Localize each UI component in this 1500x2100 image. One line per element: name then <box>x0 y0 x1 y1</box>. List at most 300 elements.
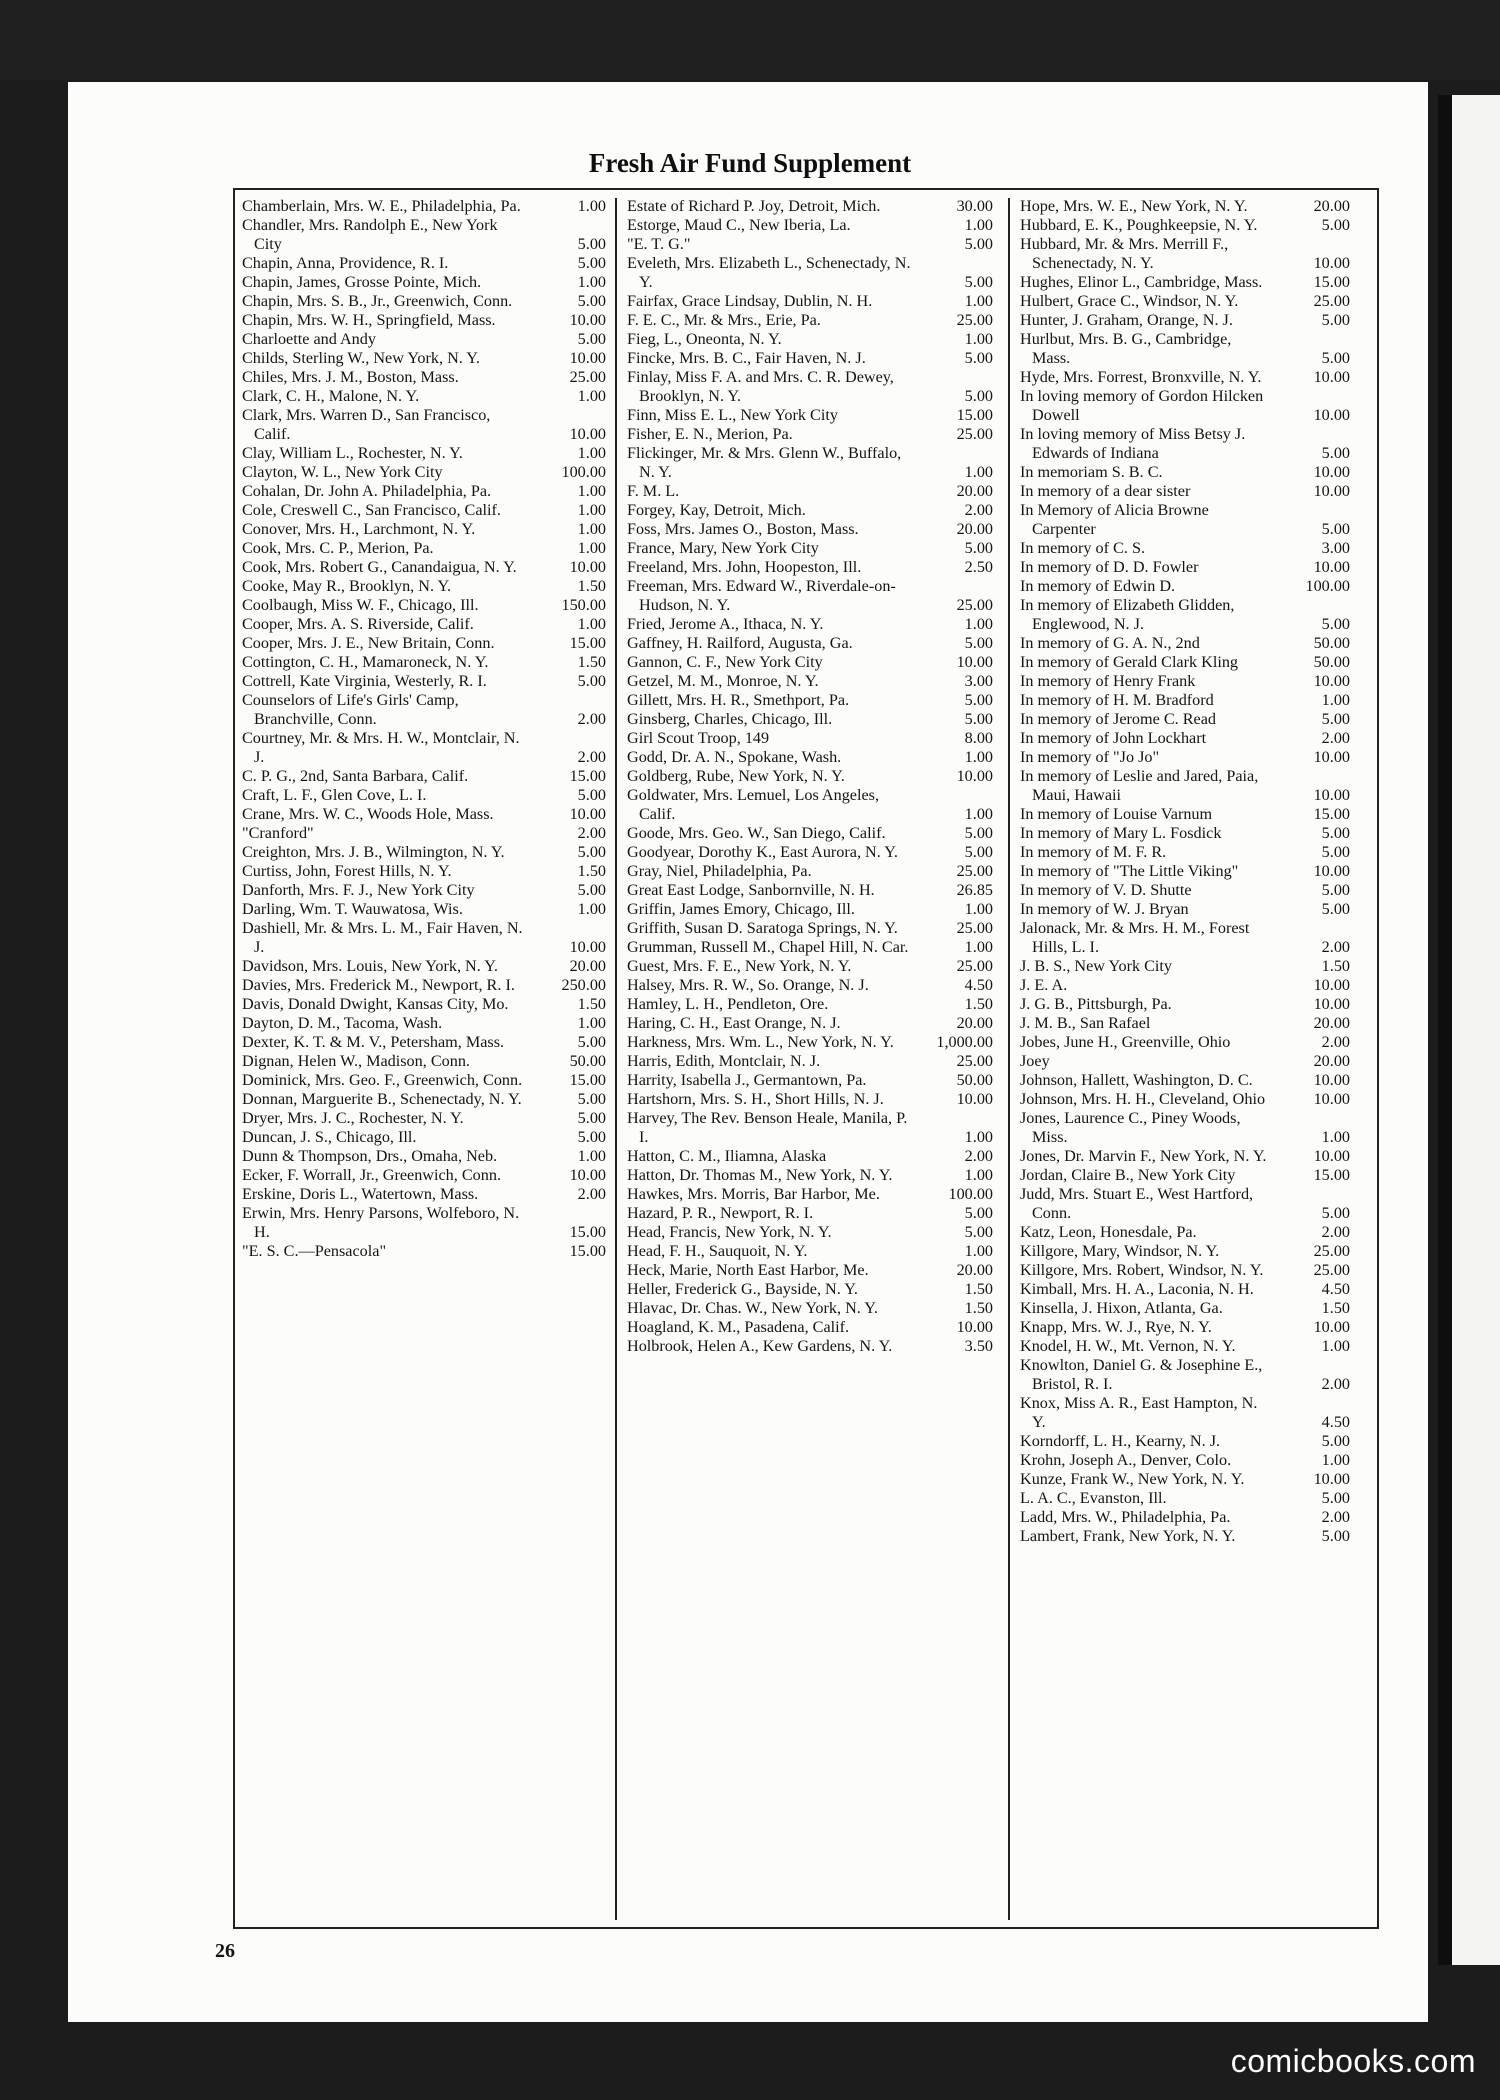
donation-amount: 20.00 <box>1313 1014 1350 1032</box>
donation-amount: 5.00 <box>577 672 606 690</box>
donor-name: In memory of Elizabeth Glidden, Englewood, N. J. <box>1020 596 1235 633</box>
donor-name: Chamberlain, Mrs. W. E., Philadelphia, Pa. <box>242 197 521 215</box>
donation-amount: 2.50 <box>964 558 993 576</box>
donor-entry <box>627 1071 995 1090</box>
donor-name: Gannon, C. F., New York City <box>627 653 823 671</box>
donor-name: Knapp, Mrs. W. J., Rye, N. Y. <box>1020 1318 1212 1336</box>
donor-name: Dashiell, Mr. & Mrs. L. M., Fair Haven, N. J. <box>242 919 523 956</box>
donor-name: Knox, Miss A. R., East Hampton, N. Y. <box>1020 1394 1258 1431</box>
donor-name: Killgore, Mary, Windsor, N. Y. <box>1020 1242 1220 1260</box>
donor-entry <box>627 1147 995 1166</box>
donor-entry <box>242 634 608 653</box>
donor-entry <box>242 444 608 463</box>
donor-name: Hyde, Mrs. Forrest, Bronxville, N. Y. <box>1020 368 1262 386</box>
donation-amount: 3.00 <box>964 672 993 690</box>
donor-name: Godd, Dr. A. N., Spokane, Wash. <box>627 748 842 766</box>
donor-name: In loving memory of Gordon Hilcken Dowell <box>1020 387 1264 424</box>
donor-entry <box>242 729 608 767</box>
donor-entry <box>242 1071 608 1090</box>
donation-amount: 10.00 <box>569 805 606 823</box>
donor-name: Cooke, May R., Brooklyn, N. Y. <box>242 577 452 595</box>
donation-amount: 150.00 <box>561 596 606 614</box>
donor-name: Forgey, Kay, Detroit, Mich. <box>627 501 806 519</box>
donation-amount: 1.00 <box>577 520 606 538</box>
donor-entry <box>242 596 608 615</box>
donation-amount: 1.50 <box>577 577 606 595</box>
donation-amount: 5.00 <box>577 1109 606 1127</box>
donor-name: Hatton, Dr. Thomas M., New York, N. Y. <box>627 1166 893 1184</box>
donor-entry <box>1020 197 1352 216</box>
donation-amount: 1.50 <box>1321 957 1350 975</box>
donor-entry <box>1020 273 1352 292</box>
donor-name: Ecker, F. Worrall, Jr., Greenwich, Conn. <box>242 1166 501 1184</box>
donation-amount: 5.00 <box>577 843 606 861</box>
donation-amount: 15.00 <box>1313 805 1350 823</box>
donor-entry <box>1020 558 1352 577</box>
page-number: 26 <box>215 1940 235 1962</box>
donation-amount: 1.00 <box>964 463 993 481</box>
donation-amount: 15.00 <box>1313 1166 1350 1184</box>
donation-amount: 2.00 <box>1321 729 1350 747</box>
donor-name: Chapin, Mrs. W. H., Springfield, Mass. <box>242 311 496 329</box>
donation-amount: 1.00 <box>964 900 993 918</box>
donor-entry <box>627 748 995 767</box>
donor-entry <box>627 1223 995 1242</box>
donor-entry <box>1020 957 1352 976</box>
donation-amount: 15.00 <box>1313 273 1350 291</box>
donor-name: Dexter, K. T. & M. V., Petersham, Mass. <box>242 1033 505 1051</box>
donor-entry <box>242 995 608 1014</box>
donor-name: In loving memory of Miss Betsy J. Edwards of Indiana <box>1020 425 1246 462</box>
donation-amount: 25.00 <box>956 425 993 443</box>
donor-name: Cook, Mrs. Robert G., Canandaigua, N. Y. <box>242 558 517 576</box>
donation-amount: 25.00 <box>1313 1242 1350 1260</box>
donor-name: Ladd, Mrs. W., Philadelphia, Pa. <box>1020 1508 1231 1526</box>
donor-name: F. E. C., Mr. & Mrs., Erie, Pa. <box>627 311 821 329</box>
donation-amount: 1.00 <box>577 1147 606 1165</box>
donation-amount: 5.00 <box>577 254 606 272</box>
donation-amount: 10.00 <box>1313 1090 1350 1108</box>
donation-amount: 100.00 <box>1305 577 1350 595</box>
donation-amount: 1.00 <box>577 900 606 918</box>
donor-entry <box>627 786 995 824</box>
donation-amount: 10.00 <box>1313 1470 1350 1488</box>
donation-amount: 5.00 <box>964 273 993 291</box>
donor-entry <box>1020 1090 1352 1109</box>
donor-entry <box>627 1185 995 1204</box>
donation-amount: 100.00 <box>948 1185 993 1203</box>
donor-name: Fried, Jerome A., Ithaca, N. Y. <box>627 615 824 633</box>
donor-name: Hughes, Elinor L., Cambridge, Mass. <box>1020 273 1263 291</box>
donor-entry <box>627 1337 995 1356</box>
donor-entry <box>242 387 608 406</box>
donor-name: Getzel, M. M., Monroe, N. Y. <box>627 672 819 690</box>
donor-entry <box>1020 1071 1352 1090</box>
donation-amount: 100.00 <box>561 463 606 481</box>
donor-entry <box>242 672 608 691</box>
donor-entry <box>1020 710 1352 729</box>
donor-name: Johnson, Hallett, Washington, D. C. <box>1020 1071 1253 1089</box>
donor-column-2 <box>627 197 995 1919</box>
donor-name: Goldwater, Mrs. Lemuel, Los Angeles, Calif. <box>627 786 880 823</box>
donor-name: Korndorff, L. H., Kearny, N. J. <box>1020 1432 1221 1450</box>
donation-amount: 1.50 <box>964 1299 993 1317</box>
donation-amount: 5.00 <box>1321 1489 1350 1507</box>
donor-entry <box>242 1033 608 1052</box>
donor-name: Hubbard, E. K., Poughkeepsie, N. Y. <box>1020 216 1258 234</box>
donor-entry <box>1020 292 1352 311</box>
donor-entry <box>627 577 995 615</box>
donation-amount: 10.00 <box>1313 463 1350 481</box>
donor-entry <box>1020 1337 1352 1356</box>
donation-amount: 5.00 <box>1321 1527 1350 1545</box>
donation-amount: 2.00 <box>577 824 606 842</box>
donation-amount: 1.00 <box>964 1242 993 1260</box>
donor-entry <box>1020 1052 1352 1071</box>
donation-amount: 5.00 <box>1321 349 1350 367</box>
donor-name: Finlay, Miss F. A. and Mrs. C. R. Dewey, Brooklyn, N. Y. <box>627 368 894 405</box>
column-divider <box>1008 198 1010 1920</box>
donor-name: Davies, Mrs. Frederick M., Newport, R. I. <box>242 976 515 994</box>
donor-entry <box>627 995 995 1014</box>
donor-name: Harvey, The Rev. Benson Heale, Manila, P. I. <box>627 1109 908 1146</box>
donor-name: Davidson, Mrs. Louis, New York, N. Y. <box>242 957 498 975</box>
donor-name: Charloette and Andy <box>242 330 376 348</box>
donation-amount: 10.00 <box>956 1090 993 1108</box>
donation-amount: 10.00 <box>569 1166 606 1184</box>
donation-amount: 5.00 <box>1321 710 1350 728</box>
donor-entry <box>627 482 995 501</box>
donor-name: Griffith, Susan D. Saratoga Springs, N. Y. <box>627 919 898 937</box>
donor-entry <box>1020 596 1352 634</box>
donor-entry <box>1020 1109 1352 1147</box>
donor-name: Estate of Richard P. Joy, Detroit, Mich. <box>627 197 881 215</box>
donor-entry <box>1020 995 1352 1014</box>
donor-entry <box>1020 1033 1352 1052</box>
donor-entry <box>242 1242 608 1261</box>
column-divider <box>615 198 617 1920</box>
donation-amount: 1.00 <box>964 1166 993 1184</box>
donation-amount: 1.50 <box>577 653 606 671</box>
donation-amount: 15.00 <box>569 634 606 652</box>
donor-entry <box>242 1014 608 1033</box>
donor-entry <box>1020 748 1352 767</box>
donor-name: J. M. B., San Rafael <box>1020 1014 1151 1032</box>
donation-amount: 4.50 <box>1321 1280 1350 1298</box>
donor-entry <box>627 1204 995 1223</box>
donation-amount: 5.00 <box>1321 881 1350 899</box>
donation-amount: 5.00 <box>964 634 993 652</box>
donation-amount: 20.00 <box>956 1014 993 1032</box>
donor-entry <box>1020 881 1352 900</box>
donation-amount: 3.50 <box>964 1337 993 1355</box>
donation-amount: 10.00 <box>956 767 993 785</box>
donation-amount: 10.00 <box>1313 995 1350 1013</box>
donor-name: Knowlton, Daniel G. & Josephine E., Bristol, R. I. <box>1020 1356 1263 1393</box>
donor-name: Hulbert, Grace C., Windsor, N. Y. <box>1020 292 1239 310</box>
donor-name: Hatton, C. M., Iliamna, Alaska <box>627 1147 827 1165</box>
donation-amount: 20.00 <box>1313 197 1350 215</box>
donor-entry <box>242 311 608 330</box>
donor-entry <box>242 881 608 900</box>
donor-name: Hlavac, Dr. Chas. W., New York, N. Y. <box>627 1299 878 1317</box>
donor-entry <box>242 539 608 558</box>
donor-entry <box>627 1261 995 1280</box>
donation-amount: 5.00 <box>964 1204 993 1222</box>
donor-entry <box>627 653 995 672</box>
donor-name: Harrity, Isabella J., Germantown, Pa. <box>627 1071 867 1089</box>
donor-entry <box>627 976 995 995</box>
donor-entry <box>627 824 995 843</box>
donor-name: Cook, Mrs. C. P., Merion, Pa. <box>242 539 434 557</box>
donor-name: In memory of "The Little Viking" <box>1020 862 1239 880</box>
donor-name: Griffin, James Emory, Chicago, Ill. <box>627 900 855 918</box>
donation-amount: 1.00 <box>577 197 606 215</box>
donor-entry <box>242 957 608 976</box>
donation-amount: 10.00 <box>956 1318 993 1336</box>
donor-name: In memory of D. D. Fowler <box>1020 558 1199 576</box>
donor-name: Hamley, L. H., Pendleton, Ore. <box>627 995 829 1013</box>
donor-entry <box>627 1109 995 1147</box>
donor-name: Finn, Miss E. L., New York City <box>627 406 838 424</box>
donation-amount: 25.00 <box>956 862 993 880</box>
donor-name: Crane, Mrs. W. C., Woods Hole, Mass. <box>242 805 494 823</box>
donation-amount: 5.00 <box>964 824 993 842</box>
donor-entry <box>242 1109 608 1128</box>
donor-name: Jalonack, Mr. & Mrs. H. M., Forest Hills, L. I. <box>1020 919 1250 956</box>
donor-entry <box>627 1280 995 1299</box>
donor-name: Holbrook, Helen A., Kew Gardens, N. Y. <box>627 1337 893 1355</box>
donation-amount: 2.00 <box>1321 938 1350 956</box>
donor-entry <box>627 957 995 976</box>
donor-entry <box>1020 1261 1352 1280</box>
donation-amount: 5.00 <box>577 1128 606 1146</box>
donation-amount: 3.00 <box>1321 539 1350 557</box>
donor-name: Killgore, Mrs. Robert, Windsor, N. Y. <box>1020 1261 1264 1279</box>
donor-name: Hurlbut, Mrs. B. G., Cambridge, Mass. <box>1020 330 1232 367</box>
donor-entry <box>1020 1166 1352 1185</box>
donation-amount: 5.00 <box>964 349 993 367</box>
donor-name: In memory of John Lockhart <box>1020 729 1207 747</box>
donor-name: Hope, Mrs. W. E., New York, N. Y. <box>1020 197 1248 215</box>
donation-amount: 1.00 <box>577 501 606 519</box>
donor-entry <box>627 501 995 520</box>
donation-amount: 20.00 <box>569 957 606 975</box>
donor-entry <box>1020 1356 1352 1394</box>
donor-name: Cottrell, Kate Virginia, Westerly, R. I. <box>242 672 487 690</box>
scan-background <box>0 0 1500 80</box>
donor-entry <box>1020 1318 1352 1337</box>
donor-name: Childs, Sterling W., New York, N. Y. <box>242 349 480 367</box>
donor-entry <box>1020 1394 1352 1432</box>
donation-amount: 10.00 <box>1313 786 1350 804</box>
donation-amount: 2.00 <box>964 1147 993 1165</box>
donor-entry <box>627 197 995 216</box>
donor-name: Gillett, Mrs. H. R., Smethport, Pa. <box>627 691 850 709</box>
donor-entry <box>1020 235 1352 273</box>
donation-amount: 50.00 <box>1313 634 1350 652</box>
donor-entry <box>1020 311 1352 330</box>
donation-amount: 5.00 <box>1321 311 1350 329</box>
donor-entry <box>242 349 608 368</box>
donor-name: In memory of V. D. Shutte <box>1020 881 1192 899</box>
donor-name: Ginsberg, Charles, Chicago, Ill. <box>627 710 833 728</box>
donor-entry <box>242 976 608 995</box>
donor-name: Chapin, Mrs. S. B., Jr., Greenwich, Conn. <box>242 292 513 310</box>
donor-name: Dignan, Helen W., Madison, Conn. <box>242 1052 470 1070</box>
donation-amount: 1,000.00 <box>936 1033 993 1051</box>
donor-entry <box>242 1090 608 1109</box>
donor-name: Fairfax, Grace Lindsay, Dublin, N. H. <box>627 292 873 310</box>
donor-entry <box>627 1033 995 1052</box>
donor-name: Krohn, Joseph A., Denver, Colo. <box>1020 1451 1232 1469</box>
donation-amount: 5.00 <box>1321 1432 1350 1450</box>
donor-entry <box>1020 539 1352 558</box>
donor-entry <box>242 463 608 482</box>
donation-amount: 5.00 <box>577 235 606 253</box>
donor-name: Katz, Leon, Honesdale, Pa. <box>1020 1223 1197 1241</box>
donor-entry <box>627 425 995 444</box>
donation-amount: 15.00 <box>956 406 993 424</box>
donor-entry <box>1020 1299 1352 1318</box>
donor-entry <box>242 520 608 539</box>
donation-amount: 2.00 <box>1321 1223 1350 1241</box>
donation-amount: 10.00 <box>1313 1318 1350 1336</box>
donor-entry <box>1020 216 1352 235</box>
page-title: Fresh Air Fund Supplement <box>588 148 912 178</box>
donation-amount: 10.00 <box>569 938 606 956</box>
donor-name: Clark, Mrs. Warren D., San Francisco, Calif. <box>242 406 491 443</box>
donor-name: Duncan, J. S., Chicago, Ill. <box>242 1128 417 1146</box>
donor-name: Cooper, Mrs. A. S. Riverside, Calif. <box>242 615 474 633</box>
donor-entry <box>242 406 608 444</box>
donor-name: Hawkes, Mrs. Morris, Bar Harbor, Me. <box>627 1185 880 1203</box>
donation-amount: 1.50 <box>577 995 606 1013</box>
donor-entry <box>1020 1451 1352 1470</box>
donation-amount: 1.00 <box>577 387 606 405</box>
donor-entry <box>242 1204 608 1242</box>
donation-amount: 2.00 <box>577 748 606 766</box>
donor-entry <box>242 558 608 577</box>
donor-entry <box>1020 368 1352 387</box>
donor-name: Judd, Mrs. Stuart E., West Hartford, Conn. <box>1020 1185 1254 1222</box>
donation-amount: 10.00 <box>1313 672 1350 690</box>
donor-entry <box>1020 501 1352 539</box>
donor-name: J. G. B., Pittsburgh, Pa. <box>1020 995 1172 1013</box>
donor-entry <box>242 273 608 292</box>
donor-entry <box>1020 1280 1352 1299</box>
donation-amount: 10.00 <box>1313 1147 1350 1165</box>
donor-name: C. P. G., 2nd, Santa Barbara, Calif. <box>242 767 469 785</box>
donation-amount: 5.00 <box>1321 1204 1350 1222</box>
donation-amount: 5.00 <box>964 843 993 861</box>
donation-amount: 5.00 <box>964 539 993 557</box>
donor-name: Foss, Mrs. James O., Boston, Mass. <box>627 520 859 538</box>
donor-name: Great East Lodge, Sanbornville, N. H. <box>627 881 875 899</box>
donor-entry <box>627 216 995 235</box>
donor-name: In memory of Jerome C. Read <box>1020 710 1216 728</box>
donor-name: Hunter, J. Graham, Orange, N. J. <box>1020 311 1233 329</box>
donor-name: Girl Scout Troop, 149 <box>627 729 770 747</box>
donor-name: Halsey, Mrs. R. W., So. Orange, N. J. <box>627 976 869 994</box>
donation-amount: 5.00 <box>577 786 606 804</box>
donation-amount: 5.00 <box>577 881 606 899</box>
donor-name: Gaffney, H. Railford, Augusta, Ga. <box>627 634 853 652</box>
donor-entry <box>1020 919 1352 957</box>
donor-entry <box>242 1128 608 1147</box>
donor-entry <box>627 1052 995 1071</box>
donor-name: "E. T. G." <box>627 235 691 253</box>
donation-amount: 5.00 <box>577 292 606 310</box>
donor-entry <box>242 330 608 349</box>
donor-name: Knodel, H. W., Mt. Vernon, N. Y. <box>1020 1337 1236 1355</box>
donor-name: Hubbard, Mr. & Mrs. Merrill F., Schenectady, N. Y. <box>1020 235 1229 272</box>
donor-entry <box>627 672 995 691</box>
donation-amount: 5.00 <box>1321 615 1350 633</box>
donor-name: J. E. A. <box>1020 976 1068 994</box>
donor-entry <box>242 919 608 957</box>
donation-amount: 5.00 <box>577 330 606 348</box>
donor-entry <box>1020 330 1352 368</box>
donation-amount: 50.00 <box>569 1052 606 1070</box>
donor-entry <box>1020 1508 1352 1527</box>
donation-amount: 5.00 <box>964 710 993 728</box>
donation-amount: 2.00 <box>1321 1508 1350 1526</box>
donor-name: Fisher, E. N., Merion, Pa. <box>627 425 793 443</box>
donor-entry <box>1020 805 1352 824</box>
donor-entry <box>627 292 995 311</box>
donation-amount: 10.00 <box>1313 862 1350 880</box>
donor-name: In memory of Leslie and Jared, Paia, Maui, Hawaii <box>1020 767 1259 804</box>
donor-entry <box>1020 843 1352 862</box>
donor-entry <box>627 330 995 349</box>
donation-amount: 25.00 <box>956 596 993 614</box>
donation-amount: 10.00 <box>956 653 993 671</box>
donor-name: Head, Francis, New York, N. Y. <box>627 1223 832 1241</box>
donor-entry <box>242 653 608 672</box>
donor-entry <box>242 786 608 805</box>
donor-name: Haring, C. H., East Orange, N. J. <box>627 1014 841 1032</box>
donor-name: In memory of "Jo Jo" <box>1020 748 1160 766</box>
donor-entry <box>242 1166 608 1185</box>
donor-entry <box>242 805 608 824</box>
donation-amount: 20.00 <box>956 482 993 500</box>
donor-name: In memory of Louise Varnum <box>1020 805 1213 823</box>
donor-entry <box>1020 653 1352 672</box>
donor-name: L. A. C., Evanston, Ill. <box>1020 1489 1167 1507</box>
donation-amount: 1.00 <box>964 1128 993 1146</box>
donor-entry <box>1020 634 1352 653</box>
donor-name: "E. S. C.—Pensacola" <box>242 1242 387 1260</box>
donor-entry <box>1020 1527 1352 1546</box>
donation-amount: 1.00 <box>1321 1337 1350 1355</box>
donor-entry <box>627 729 995 748</box>
donation-amount: 1.00 <box>964 330 993 348</box>
donor-name: In memoriam S. B. C. <box>1020 463 1163 481</box>
donor-name: In memory of H. M. Bradford <box>1020 691 1214 709</box>
donor-name: Clay, William L., Rochester, N. Y. <box>242 444 463 462</box>
donor-name: In memory of Henry Frank <box>1020 672 1196 690</box>
donor-entry <box>1020 1185 1352 1223</box>
donor-entry <box>627 539 995 558</box>
donor-name: Cottington, C. H., Mamaroneck, N. Y. <box>242 653 489 671</box>
donor-name: In memory of W. J. Bryan <box>1020 900 1189 918</box>
donor-entry <box>242 216 608 254</box>
donor-entry <box>1020 1242 1352 1261</box>
donor-entry <box>242 501 608 520</box>
donor-entry <box>627 558 995 577</box>
donation-amount: 1.00 <box>964 216 993 234</box>
